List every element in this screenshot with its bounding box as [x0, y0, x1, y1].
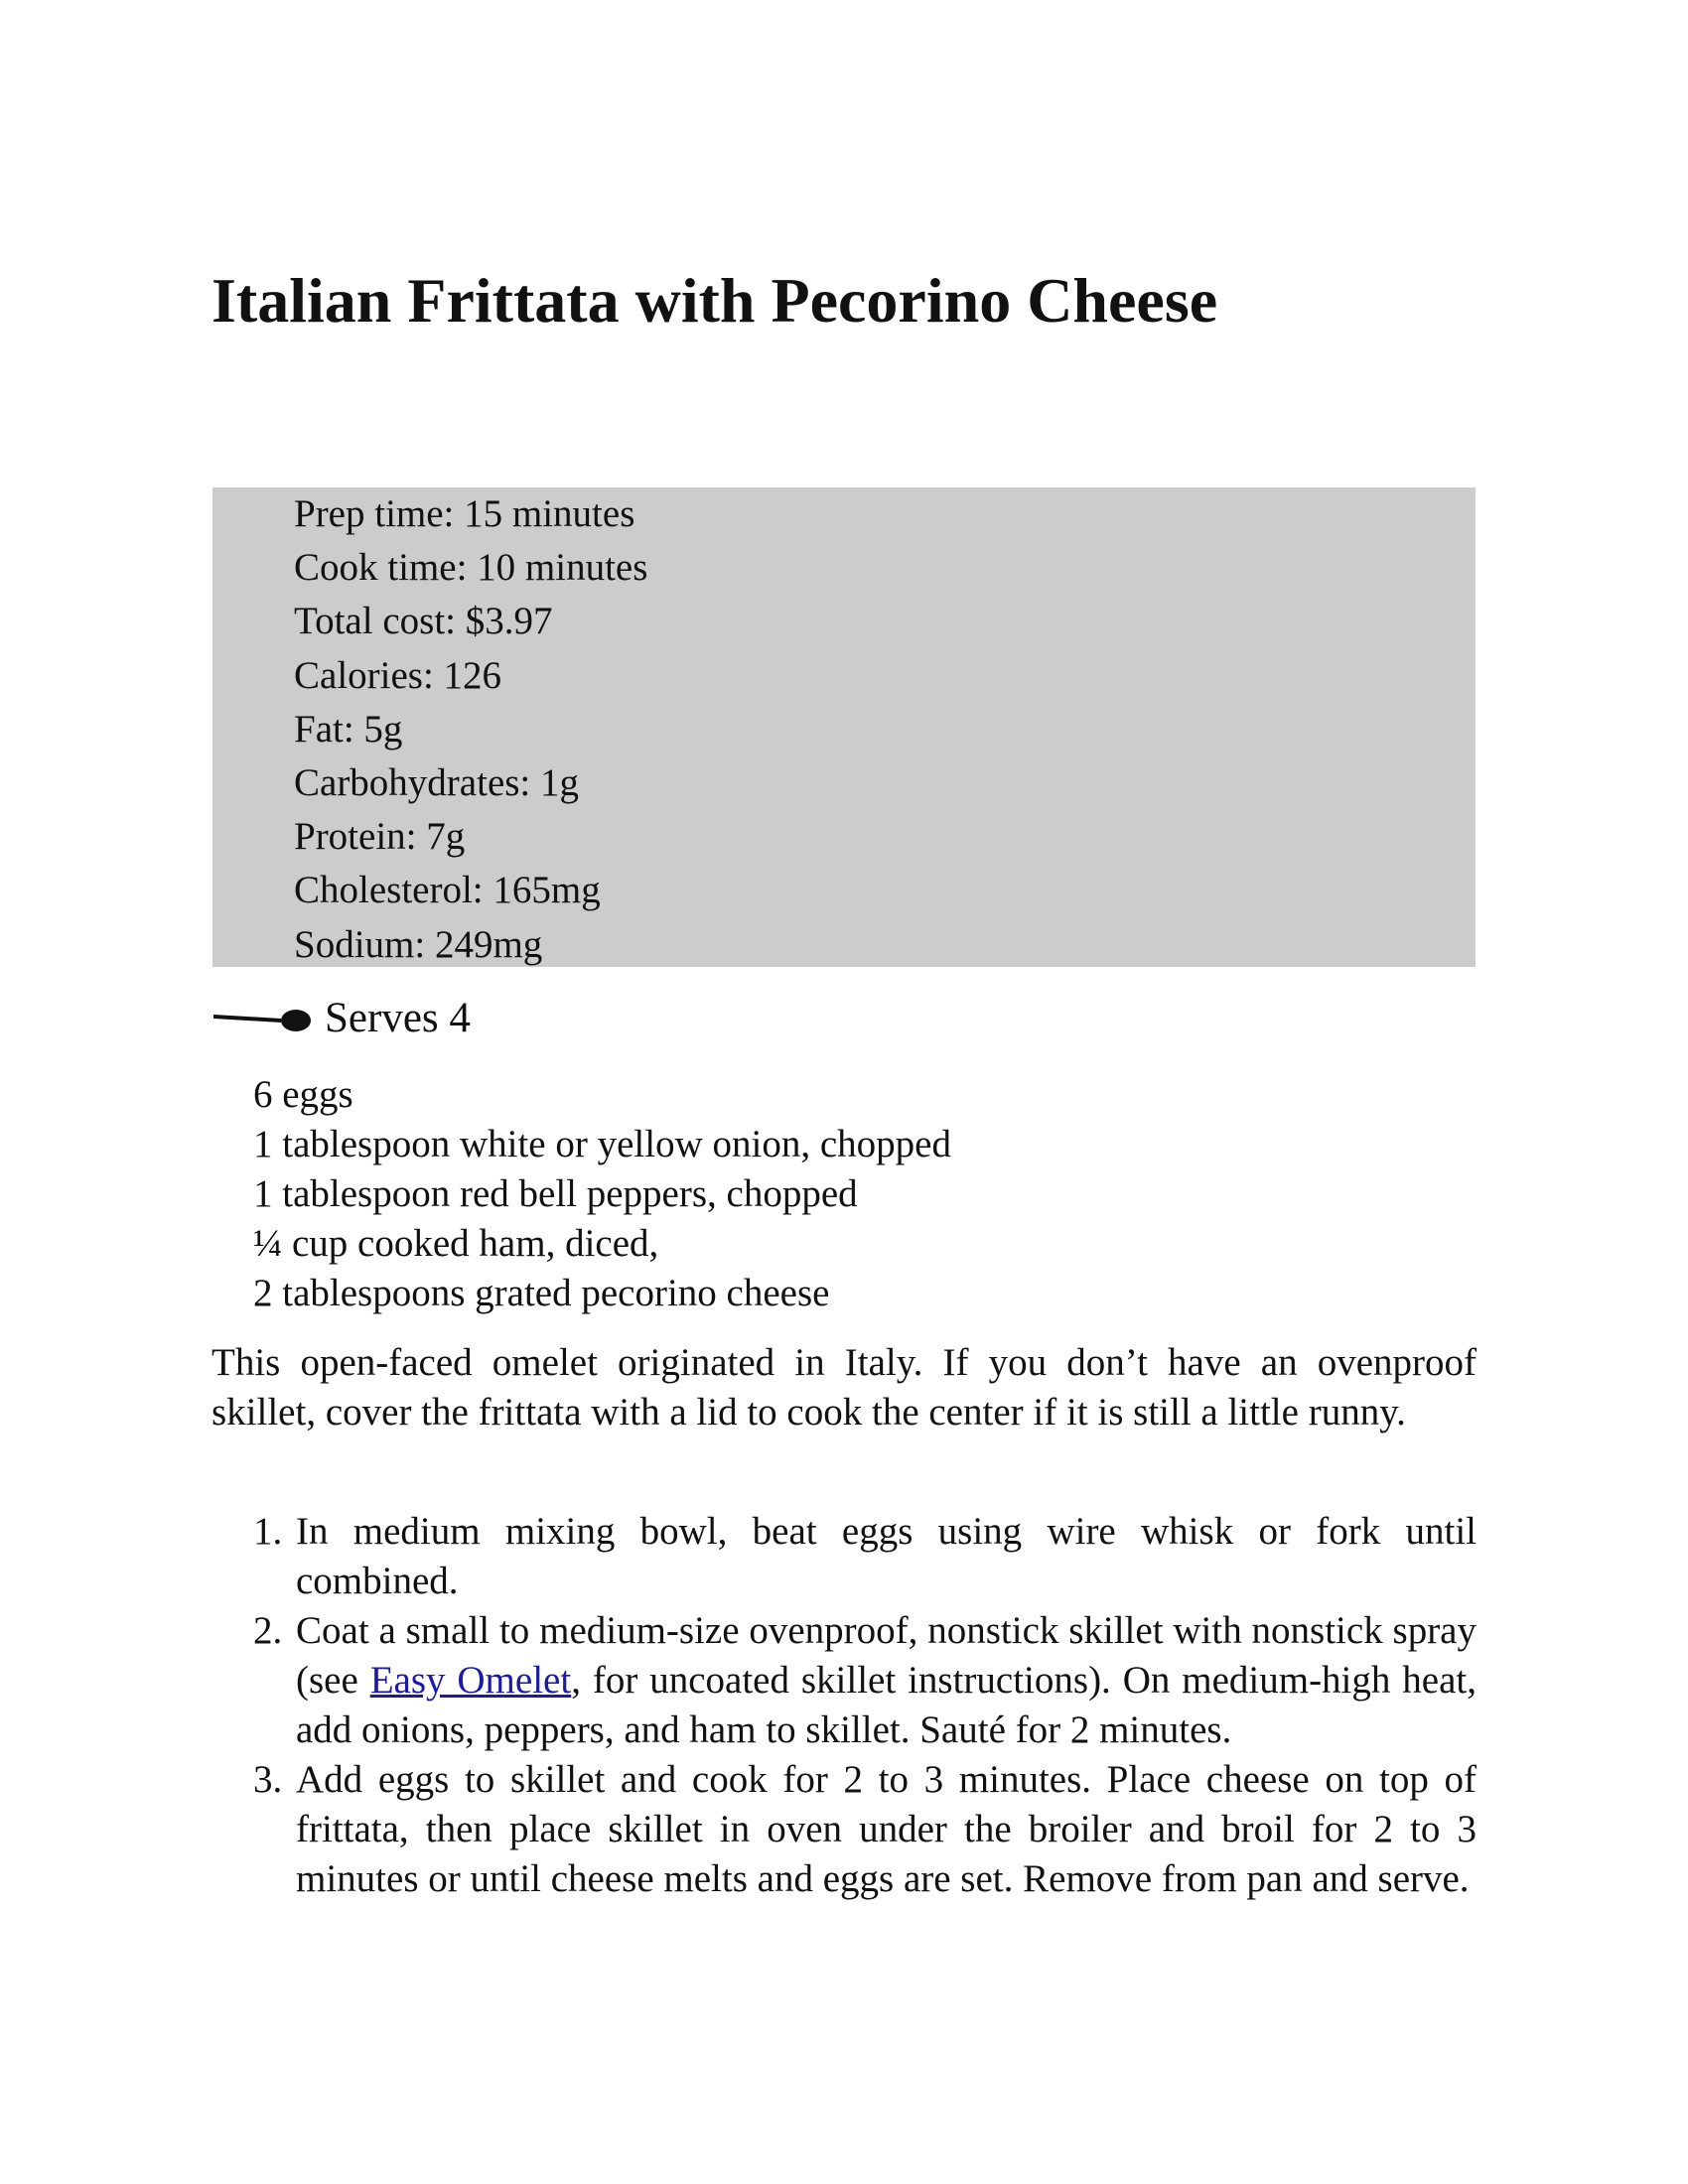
- step-item: [253, 1606, 1477, 1755]
- recipe-title: Italian Frittata with Pecorino Cheese: [211, 265, 1218, 336]
- step-text-after: , for uncoated skillet instructions). On medium-high heat, add onions, peppers, and ham to skillet. Sauté for 2 minutes.: [296, 1659, 1477, 1751]
- info-cholesterol: Cholesterol: 165mg: [294, 869, 601, 912]
- easy-omelet-link[interactable]: Easy Omelet: [369, 1659, 572, 1702]
- step-number: 2.: [253, 1609, 283, 1652]
- ingredient-item: 1 tablespoon red bell peppers, chopped: [253, 1172, 858, 1215]
- spoon-icon: [211, 1000, 313, 1035]
- recipe-info-box: [212, 487, 1476, 967]
- step-text: In medium mixing bowl, beat eggs using wire whisk or fork until combined.: [296, 1510, 1477, 1602]
- info-carbohydrates: Carbohydrates: 1g: [294, 760, 580, 804]
- ingredient-item: ¼ cup cooked ham, diced,: [253, 1222, 659, 1265]
- info-cook-time: Cook time: 10 minutes: [294, 546, 648, 590]
- step-text: Add eggs to skillet and cook for 2 to 3 minutes. Place cheese on top of frittata, then place skillet in oven under the broiler and broil for 2 to 3 minutes or until cheese melts and eggs are set. Remove from pan and serve.: [296, 1758, 1477, 1900]
- step-text-before: Coat a small to medium-size ovenproof, nonstick skillet with nonstick spray (see: [296, 1609, 1477, 1702]
- info-fat: Fat: 5g: [294, 707, 403, 751]
- ingredient-list: [253, 1070, 951, 1318]
- step-number: 3.: [253, 1758, 283, 1801]
- step-number: 1.: [253, 1510, 283, 1553]
- ingredient-item: 1 tablespoon white or yellow onion, chopped: [253, 1123, 951, 1165]
- info-sodium: Sodium: 249mg: [294, 922, 543, 966]
- instruction-steps: [253, 1507, 1477, 1904]
- info-calories: Calories: 126: [294, 653, 502, 697]
- ingredient-item: 6 eggs: [253, 1073, 353, 1116]
- recipe-info-list: [294, 487, 647, 972]
- info-total-cost: Total cost: $3.97: [294, 600, 553, 643]
- serves-line: [211, 988, 471, 1047]
- step-item: [253, 1755, 1477, 1904]
- info-prep-time: Prep time: 15 minutes: [294, 492, 635, 535]
- ingredient-item: 2 tablespoons grated pecorino cheese: [253, 1272, 830, 1314]
- serves-count: Serves 4: [325, 994, 471, 1041]
- recipe-intro: This open-faced omelet originated in Italy. If you don’t have an ovenproof skillet, cover the frittata with a lid to cook the center if it is still a little runny.: [211, 1341, 1477, 1433]
- step-item: [253, 1507, 1477, 1606]
- info-protein: Protein: 7g: [294, 815, 466, 859]
